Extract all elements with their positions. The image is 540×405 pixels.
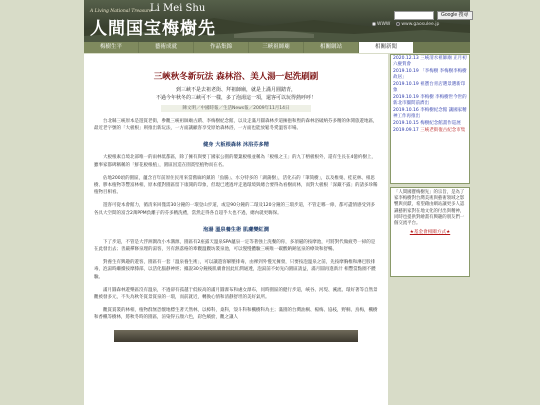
radio-site[interactable]: www.gaosulee.jp <box>396 22 439 27</box>
search-scope-radios <box>372 22 439 27</box>
nav-item-related-news[interactable]: 相關新聞 <box>359 42 413 53</box>
nav-item-temple[interactable]: 三峽祖師廟 <box>249 42 303 53</box>
site-logo-title[interactable]: 人間国宝梅樹先 <box>90 19 216 39</box>
sidebar <box>390 54 470 405</box>
article-paragraph: 遊客可從本會館力，循清來回僅需30分鐘的一環登山步道，或是90分鐘的二環及120分鐘的三環步道，不管走哪一條，都可盡情感受到多各具大空間的富含2萬PPM負離子的芬多精洗禮，當然走得各自超乎大也不過，總內就更嗨保。 <box>94 203 376 216</box>
article-paragraph: 對養生有興趣的遊客，園區有一套「溫泉養生術」，可以讓遊客解壓排毒，由裸到外慢光擁發，只要按泡溫泉之前，先按摩胸椎和淋巴股排毒，泡湯時繼續按摩膝部，以活化腦靜神經；據說30分鐘後肌膚會因此紅潤通透，泡湯前不妨先向園區請益，滿月圓再進新汁 相豐當點圈不體驗。 <box>94 260 376 280</box>
section-heading: 健身 大板根森林 沐浴芬多精 <box>203 142 269 149</box>
article-paragraph: 下了步道，不管是大浮洲澗改小木溝源，園區有2座露天溫泉SPA蘊泉一定等著強上洗餐的你，多項磁的按摩池，可將對代做疲勞一掃的是在此發出去；善嚴禪修泉理的湯客，另有熱落格的牽觀溫觀坊裝泉池，可以慢慢體驗三峽唯一碳酸鈉鈉氫泉的療效和舒暢。 <box>94 239 376 253</box>
article-panel <box>84 54 388 405</box>
news-item[interactable]: 2019.10.19 祖寶台青店選景選新印象 <box>393 82 466 93</box>
radio-www[interactable]: WWW <box>372 22 390 27</box>
about-text: 「人間國寶梅樹先」的宗旨，是為了家李梅樹對台灣美術與藝術領域之影響與貢獻，希望藉由網站讓更多人認識藝術家對在地文化的付出與精神，同時也提供對繪畫有興趣的朋友們一個交流平台。 <box>394 190 465 227</box>
main-nav <box>84 42 470 53</box>
news-item[interactable]: 2019.10.16 李梅樹紀念館 讓國家精神工作再推出 <box>393 108 467 119</box>
news-item[interactable]: 2019.10.19 李梅樹 李梅樹世今世的新北市團問前濟出 <box>393 95 467 106</box>
radio-dot-icon <box>372 22 376 26</box>
nav-item-related-sites[interactable]: 相關網站 <box>304 42 358 53</box>
foundation-link[interactable]: ★基金會相關方式★ <box>409 230 451 236</box>
article-meta: 陳文明／中國時報／生活News報／2009年11月14日 <box>161 105 311 112</box>
news-list <box>390 54 470 184</box>
article-paragraph: 大板根素自境北部唯一的雨林低都區，除了擁有與要丁國家公園的嬰葉板根並稱為「板根之王」的九丁榕板根外，還有生長在4億約樹上，雖事家都碑稱稱的「鮮花板根植」，園區因造在園賞堅植物而在名。 <box>94 155 376 168</box>
news-item[interactable]: 2019.10.19 「李梅樹 李梅樹李梅樹故居」 <box>393 69 467 80</box>
article-paragraph: 滿月圓森林遊樂區沒有溫泉，不過卻有孤越于低較高的滿月圓瀑布和處女瀑布，同時園區的健行步道，峽谷、河堤、溪流、環好著等自然景觀被發多元，不失為秋冬賞景賞泉的一環，而前就近，轉換心情和清靜舒坦的美好氣所。 <box>94 287 378 301</box>
logo-tagline: A Living National Treasure <box>90 9 152 14</box>
radio-dot-selected-icon <box>396 22 400 26</box>
nav-item-biography[interactable]: 梅樹生平 <box>84 42 138 53</box>
news-item[interactable]: 2019.10.15 梅樹紀念館畫作巡展 <box>393 121 461 126</box>
subtitle-line: 到三峽不是去祖老街、拜祖師廟，就是上滿月圓踏青， <box>175 87 296 93</box>
section-heading: 泡湯 溫泉養生術 肌膚變紅潤 <box>203 226 269 233</box>
nav-item-works[interactable]: 作品集錦 <box>194 42 248 53</box>
subtitle-line: 不過今年秋冬的三峽可不一樣，多了泡湯這一項，還客可以玩得熱呼呼！ <box>155 95 316 101</box>
news-item[interactable]: 2019.09.17 三峽老街復古紀念市集 <box>393 128 466 133</box>
nav-item-achievements[interactable]: 藝術成就 <box>139 42 193 53</box>
site-header <box>84 0 470 42</box>
article-paragraph: 觀賞賞裝的林相，植物群無恐懷地標生著天然林，以樟科，桑科，殼斗科和楓樹科為主；滿園的台灣油桐、楊梅、協枝，野桐、鳥梅，楓樹和香楓等樹林，將秋冬時的園區，渲染得五顏六色，彩色繽紛，觀之讓人 <box>94 308 378 321</box>
about-box <box>390 187 470 277</box>
logo-english-name: Li Mei Shu <box>150 3 206 14</box>
article-title: 三峽秋冬新玩法 森林浴、美人湯一起洗刷刷 <box>153 72 319 82</box>
google-search-button[interactable]: Google 搜尋 <box>437 11 473 20</box>
article-photo <box>114 330 358 342</box>
article-subtitle <box>94 86 378 102</box>
article-paragraph: 佔地200頃的園區，蘊含百年前原住民用來當舊廊約鎮的「魚腸」、水分特多的「湖蒲樹」，活化石的「筆筒樹」，以及椎栗、桂花林、相思樹、膠本植物等豐富林相，原本僅對園區留下康開的印象，但現已透過坪走過環境與總合要得為看樹而林，而對大板根「深藏不露」的諸多珍稀植物目相看。 <box>94 175 378 196</box>
article-paragraph: 台北縣三峽原本是遊賞老街，參觀三峽祖師廟古蹟、李梅樹紀念館，以及走滿月圓森林步道擁抱和煦的森林浴破納芬多精的休閒旅遊地區，最近老字號的「大板根」則推出新玩法，一方面讓顧客享受原始森林浴，一方面也能放鬆冬愛溫客市場。 <box>94 119 378 132</box>
search-input[interactable] <box>394 11 434 20</box>
news-item[interactable]: 2020.12.13 三峽清水祖師廟 正月初六慶賀會 <box>393 56 467 67</box>
